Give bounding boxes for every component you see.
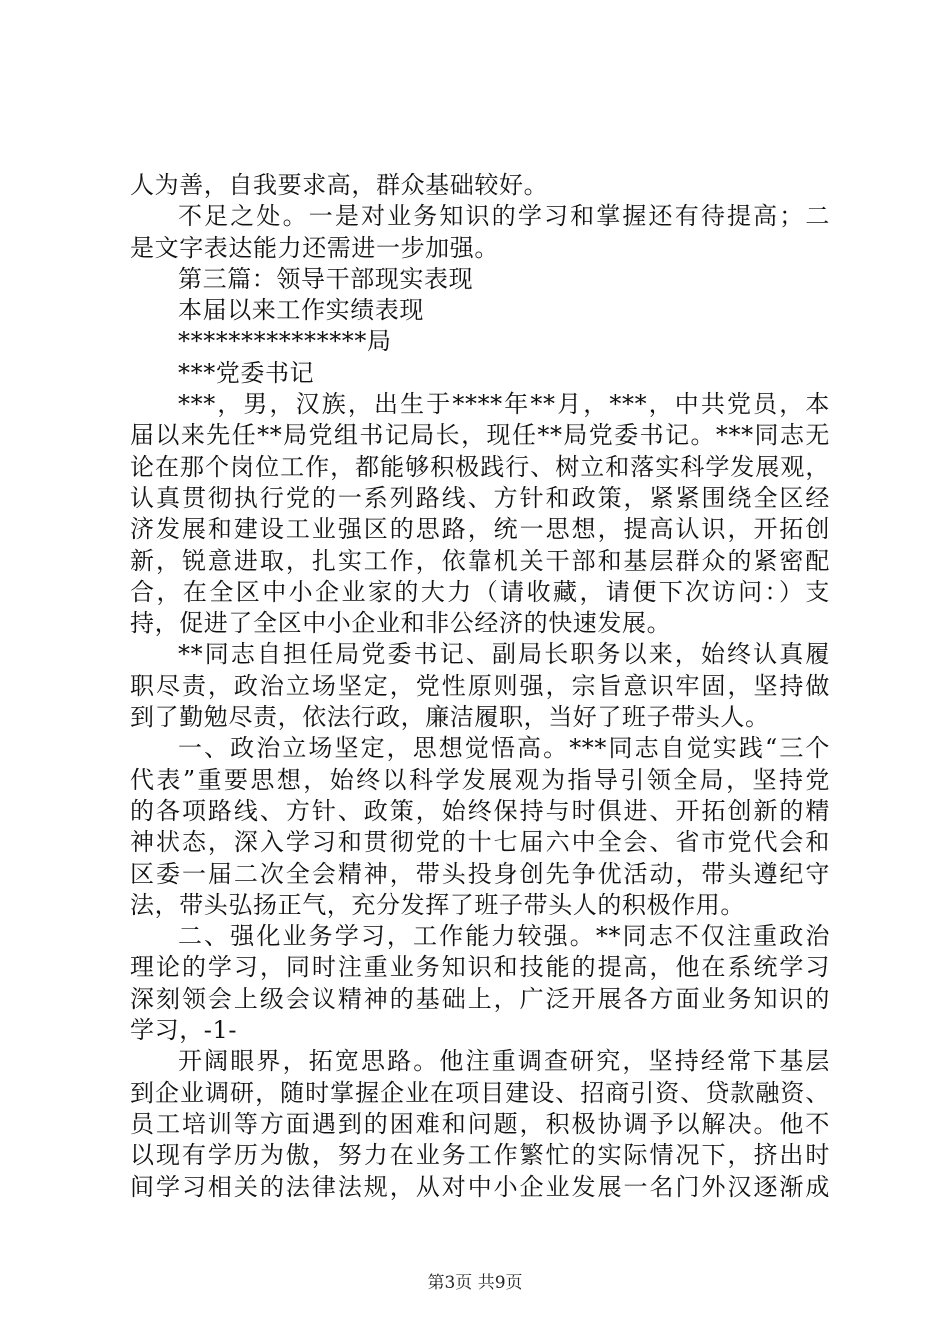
text-line: 学习，-1- (130, 1016, 238, 1045)
text-line: 第三篇：领导干部现实表现 (178, 264, 474, 293)
text-line: 职尽责，政治立场坚定，党性原则强，宗旨意识牢固，坚持做 (130, 671, 830, 700)
text-line: 开阔眼界，拓宽思路。他注重调查研究，坚持经常下基层 (178, 1047, 830, 1076)
text-line: 理论的学习，同时注重业务知识和技能的提高，他在系统学习 (130, 953, 830, 982)
text-line: 到了勤勉尽责，依法行政，廉洁履职，当好了班子带头人。 (130, 703, 770, 732)
document-body (130, 170, 830, 1203)
text-line: 持，促进了全区中小企业和非公经济的快速发展。 (130, 609, 672, 638)
text-line: 神状态，深入学习和贯彻党的十七届六中全会、省市党代会和 (130, 828, 830, 857)
text-line: 本届以来工作实绩表现 (178, 296, 424, 325)
text-line: 届以来先任**局党组书记局长，现任**局党委书记。***同志无 (130, 421, 830, 450)
text-line: 是文字表达能力还需进一步加强。 (130, 233, 499, 262)
text-line: ***，男，汉族，出生于****年**月，***，中共党员，本 (178, 390, 830, 419)
text-line: 深刻领会上级会议精神的基础上，广泛开展各方面业务知识的 (130, 984, 830, 1013)
text-line: 不足之处。一是对业务知识的学习和掌握还有待提高；二 (178, 202, 830, 231)
text-line: 代表”重要思想，始终以科学发展观为指导引领全局，坚持党 (130, 765, 830, 794)
text-line: **同志自担任局党委书记、副局长职务以来，始终认真履 (178, 640, 830, 669)
text-line: 一、政治立场坚定，思想觉悟高。***同志自觉实践“三个 (178, 734, 830, 763)
text-line: 合，在全区中小企业家的大力（请收藏，请便下次访问：）支 (130, 577, 830, 606)
text-line: 济发展和建设工业强区的思路，统一思想，提高认识，开拓创 (130, 515, 830, 544)
text-line: ***************局 (178, 327, 392, 356)
text-line: 法，带头弘扬正气，充分发挥了班子带头人的积极作用。 (130, 890, 745, 919)
text-line: 论在那个岗位工作，都能够积极践行、树立和落实科学发展观， (130, 452, 830, 481)
text-line: 认真贯彻执行党的一系列路线、方针和政策，紧紧围绕全区经 (130, 483, 830, 512)
text-line: 以现有学历为傲，努力在业务工作繁忙的实际情况下，挤出时 (130, 1141, 830, 1170)
text-line: 新，锐意进取，扎实工作，依靠机关干部和基层群众的紧密配 (130, 546, 830, 575)
text-line: 间学习相关的法律法规，从对中小企业发展一名门外汉逐渐成 (130, 1172, 830, 1201)
text-line: 人为善，自我要求高，群众基础较好。 (130, 171, 549, 199)
text-line: 区委一届二次全会精神，带头投身创先争优活动，带头遵纪守 (130, 859, 830, 888)
text-line: 员工培训等方面遇到的困难和问题，积极协调予以解决。他不 (130, 1109, 830, 1138)
text-line: 到企业调研，随时掌握企业在项目建设、招商引资、贷款融资、 (130, 1078, 830, 1107)
page-number-footer: 第3页 共9页 (427, 1273, 523, 1293)
text-line: ***党委书记 (178, 358, 315, 387)
text-line: 的各项路线、方针、政策，始终保持与时俱进、开拓创新的精 (130, 796, 830, 825)
text-line: 二、强化业务学习，工作能力较强。**同志不仅注重政治 (178, 922, 830, 951)
